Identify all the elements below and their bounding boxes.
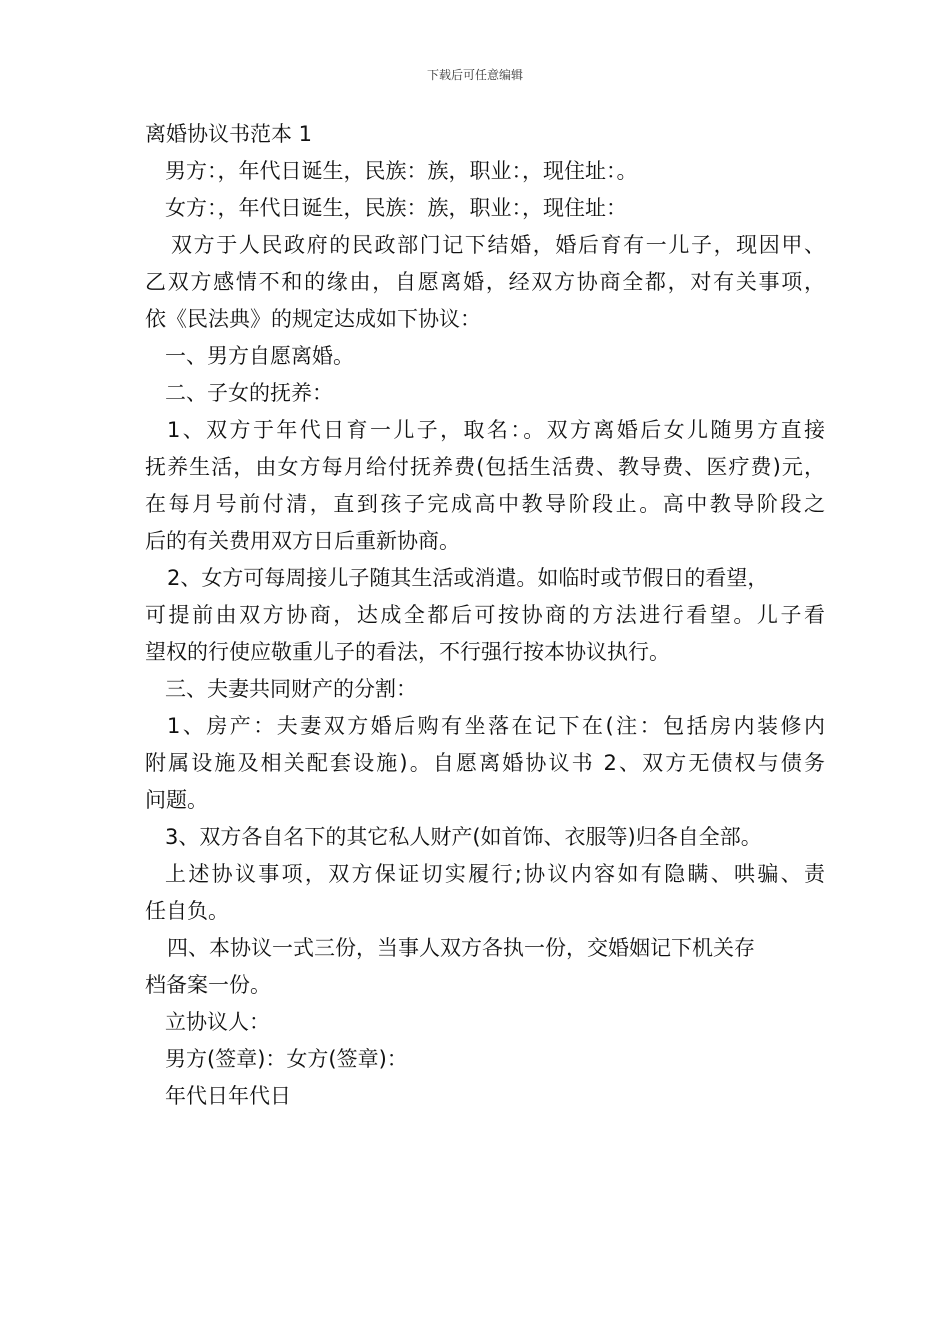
clause-2-1-line-4: 后的有关费用双方日后重新协商。 <box>145 529 460 553</box>
clause-3-3: 3、双方各自名下的其它私人财产(如首饰、衣服等)归各自全部。 <box>165 825 762 849</box>
dates: 年代日年代日 <box>165 1084 291 1108</box>
guarantee-line-1: 上述协议事项，双方保证切实履行;协议内容如有隐瞒、哄骗、责 <box>165 862 825 886</box>
clause-3-1-line-2: 附属设施及相关配套设施)。自愿离婚协议书 2、双方无债权与债务 <box>145 751 825 775</box>
intro-line-2: 乙双方感情不和的缘由，自愿离婚，经双方协商全都，对有关事项， <box>145 270 825 294</box>
clause-2-1-line-3: 在每月号前付清，直到孩子完成高中教导阶段止。高中教导阶段之 <box>145 492 825 516</box>
section-1: 一、男方自愿离婚。 <box>165 344 354 368</box>
clause-2-2-line-3: 望权的行使应敬重儿子的看法，不行强行按本协议执行。 <box>145 640 670 664</box>
intro-line-1: 双方于人民政府的民政部门记下结婚，婚后育有一儿子，现因甲、 <box>171 233 825 257</box>
section-2: 二、子女的抚养： <box>165 381 333 405</box>
document-body <box>145 116 825 1115</box>
clause-3-1-line-1: 1、房产：夫妻双方婚后购有坐落在记下在(注：包括房内装修内 <box>167 714 825 738</box>
guarantee-line-2: 任自负。 <box>145 899 229 923</box>
female-info: 女方：，年代日诞生，民族：族，职业：，现住址： <box>165 196 627 220</box>
section-4-line-1: 四、本协议一式三份，当事人双方各执一份，交婚姻记下机关存 <box>167 936 755 960</box>
clause-2-1-line-2: 抚养生活，由女方每月给付抚养费(包括生活费、教导费、医疗费)元， <box>145 455 825 479</box>
clause-2-2-line-1: 2、女方可每周接儿子随其生活或消遣。如临时或节假日的看望， <box>167 566 769 590</box>
clause-2-2-line-2: 可提前由双方协商，达成全都后可按协商的方法进行看望。儿子看 <box>145 603 825 627</box>
signatures: 男方(签章)：女方(签章)： <box>165 1047 408 1071</box>
male-info: 男方：，年代日诞生，民族：族，职业：，现住址：。 <box>165 159 638 183</box>
section-4-line-2: 档备案一份。 <box>145 973 271 997</box>
header-note: 下载后可任意编辑 <box>426 68 523 82</box>
section-3: 三、夫妻共同财产的分割： <box>165 677 417 701</box>
intro-line-3: 依《民法典》的规定达成如下协议： <box>145 307 481 331</box>
clause-2-1-line-1: 1、双方于年代日育一儿子，取名：。双方离婚后女儿随男方直接 <box>167 418 825 442</box>
document-title: 离婚协议书范本 1 <box>145 122 313 146</box>
clause-3-1-line-3: 问题。 <box>145 788 208 812</box>
signatory-label: 立协议人： <box>165 1010 270 1034</box>
